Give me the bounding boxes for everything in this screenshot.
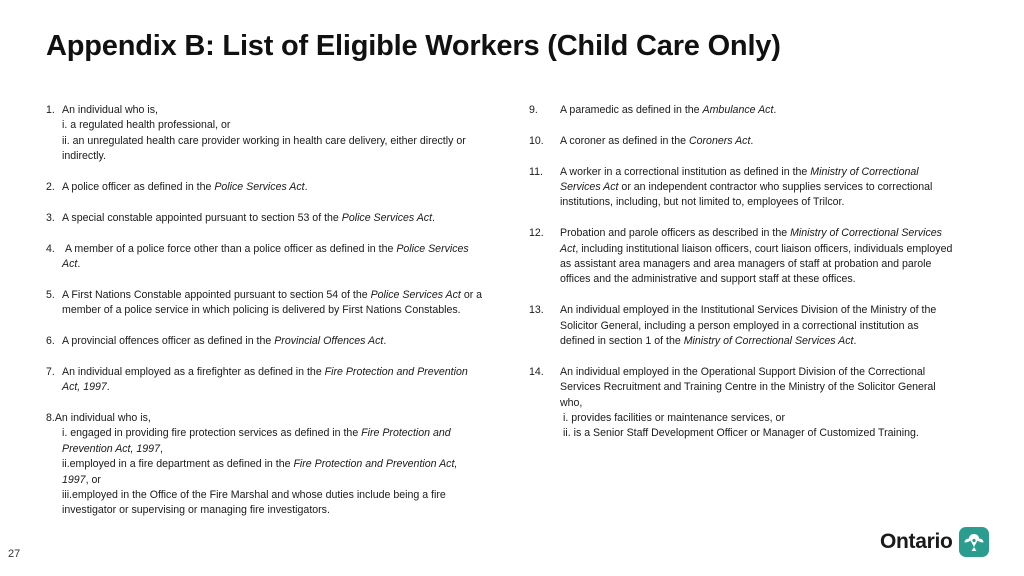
list-item [46,211,486,226]
item-text: Probation and parole officers as described in the Ministry of Correctional Services Act, including institutional liaison officers, court liaison officers, individuals employed as assistant area managers and area managers of staff at probation and parole offices and the administrative and support staff at these offices. [560,227,953,286]
item-text: A First Nations Constable appointed pursuant to section 54 of the Police Services Act or a member of a police service in which policing is delivered by First Nations Constables. [62,288,483,317]
item-number: 1. [46,104,55,116]
item-number: 9. [529,104,538,116]
item-number: 12. [529,227,544,240]
item-text: A provincial offences officer as defined in the Provincial Offences Act. [62,335,387,348]
item-number: 14. [529,365,544,378]
item-text: A member of a police force other than a police officer as defined in the Police Services Act. [62,242,472,271]
list-item [529,103,954,118]
item-text: 8.An individual who is, [46,412,151,425]
item-text: A worker in a correctional institution as defined in the Ministry of Correctional Services Act or an independent contractor who supplies services to correctional institutions, including, but not limited to, employees of Trilcor. [560,165,933,209]
ontario-logo [880,527,989,557]
list-item [529,134,954,149]
item-text: An individual employed as a firefighter as defined in the Fire Protection and Prevention Act, 1997. [62,365,468,394]
sub-item: i. provides facilities or maintenance services, or [563,412,785,425]
list-item [46,242,486,273]
item-number: 2. [46,181,55,194]
trillium-icon [959,527,989,557]
list-item [46,180,486,195]
item-text: An individual who is, [62,104,158,116]
page-number: 27 [8,548,21,560]
item-number: 13. [529,304,544,317]
logo-text: Ontario [880,530,953,553]
item-number: 10. [529,134,544,147]
list-item [529,303,954,349]
item-number: 5. [46,288,55,301]
right-column [529,103,954,457]
item-text: A police officer as defined in the Police Services Act. [62,181,308,194]
item-text: A special constable appointed pursuant to section 53 of the Police Services Act. [62,211,435,224]
sub-item: ii.employed in a fire department as defined in the Fire Protection and Prevention Act, 1997, or [62,458,458,486]
item-text: An individual employed in the Operational Support Division of the Correctional Services Recruitment and Training Centre in the Ministry of the Solicitor General who, [560,365,936,409]
sub-item: ii. an unregulated health care provider working in health care delivery, either directly or indirectly. [62,134,466,163]
list-item [46,411,486,519]
list-item [46,103,486,165]
item-text: A paramedic as defined in the Ambulance Act. [560,104,777,116]
list-item [529,226,954,288]
sub-item: ii. is a Senior Staff Development Officer or Manager of Customized Training. [563,427,919,440]
list-item [529,165,954,211]
sub-item: i. engaged in providing fire protection services as defined in the Fire Protection and Prevention Act, 1997, [62,427,451,455]
left-column [46,103,486,519]
sub-item: iii.employed in the Office of the Fire Marshal and whose duties include being a fire investigator or supervising or managing fire investigators. [62,489,446,517]
item-number: 4. [46,242,55,255]
item-text: A coroner as defined in the Coroners Act. [560,134,754,147]
list-item [529,365,954,442]
list-item [46,365,486,396]
item-number: 6. [46,335,55,348]
list-item [46,288,486,319]
list-item [46,334,486,349]
item-number: 7. [46,365,55,378]
item-number: 3. [46,211,55,224]
item-number: 11. [529,165,543,178]
page-title: Appendix B: List of Eligible Workers (Child Care Only) [46,30,781,62]
item-text: An individual employed in the Institutional Services Division of the Ministry of the Solicitor General, including a person employed in a correctional institution as defined in section 1 of the Ministry of Correctional Services Act. [560,304,937,348]
sub-item: i. a regulated health professional, or [62,119,231,132]
